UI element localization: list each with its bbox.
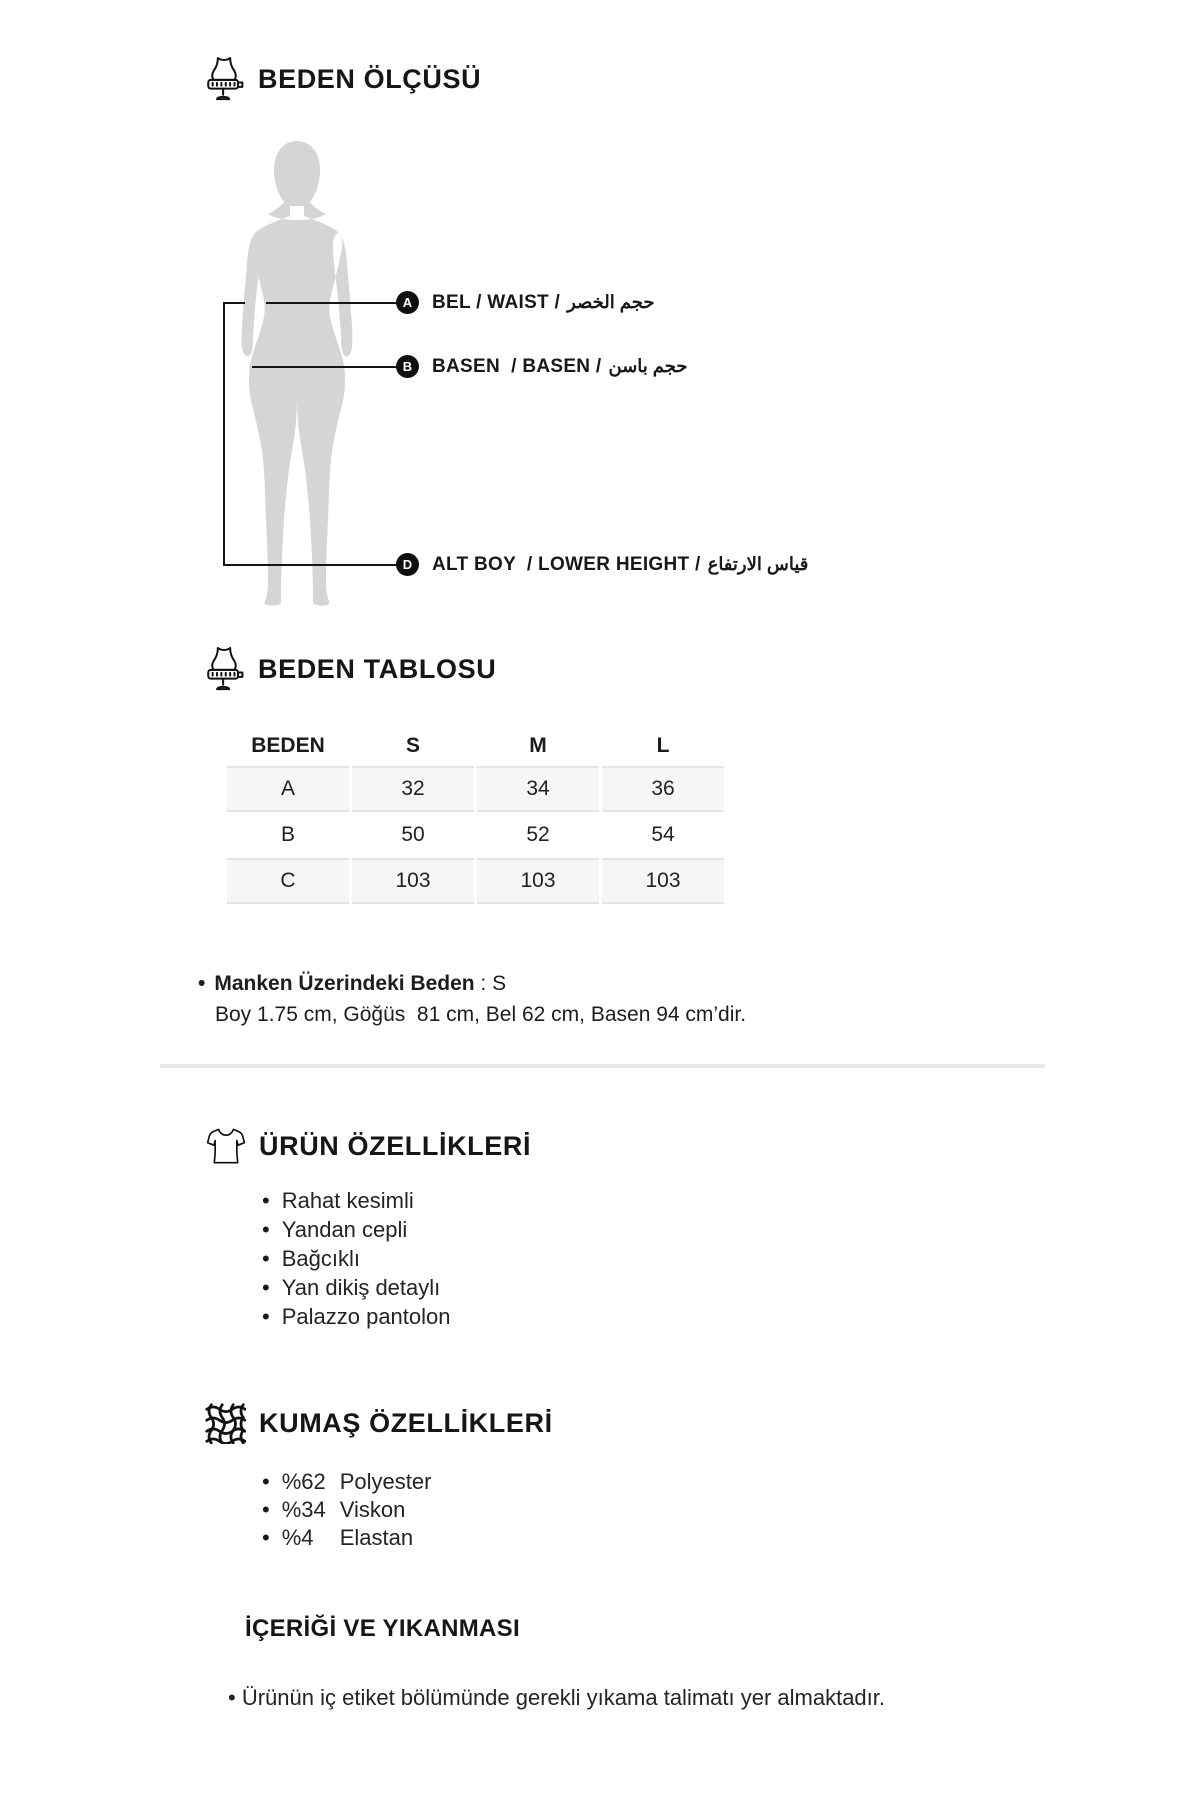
size-table (227, 726, 724, 904)
model-size-note (198, 968, 746, 1030)
section-divider (160, 1064, 1045, 1068)
mannequin-icon (203, 55, 245, 103)
care-note: • Ürünün iç etiket bölümünde gerekli yıkama talimatı yer almaktadır. (228, 1682, 982, 1713)
model-size-note-value: : S (474, 972, 507, 995)
size-table-col-header: BEDEN (251, 734, 325, 757)
product-feature-text: • Yandan cepli (281, 1217, 408, 1242)
product-feature-item (262, 1215, 451, 1244)
size-table-row-label: C (227, 858, 349, 904)
fabric-name: Elastan (339, 1525, 414, 1550)
measure-line-waist (266, 302, 397, 304)
measure-label-hip-text: BASEN / BASEN / (432, 355, 602, 377)
model-size-note-bold: Manken Üzerindeki Beden (214, 972, 475, 995)
product-feature-text: • Yan dikiş detaylı (281, 1275, 441, 1300)
size-measure-title: BEDEN ÖLÇÜSÜ (258, 63, 482, 94)
product-feature-item (262, 1302, 451, 1331)
measure-line-lower-height (223, 564, 397, 566)
measure-label-lower-height-arabic: قياس الارتفاع (707, 554, 809, 574)
fabric-features-title: KUMAŞ ÖZELLİKLERİ (259, 1407, 553, 1438)
measure-badge-a: A (396, 291, 419, 314)
fabric-composition-list (262, 1468, 431, 1552)
size-table-cell: 52 (526, 823, 550, 846)
size-table-cell: 34 (477, 766, 599, 812)
model-size-note-line2: Boy 1.75 cm, Göğüs 81 cm, Bel 62 cm, Basen 94 cm’dir. (215, 1003, 747, 1026)
size-table-row-label: A (227, 766, 349, 812)
product-features-header (206, 1124, 531, 1168)
model-size-note-line1 (198, 968, 746, 999)
measure-label-waist-text: BEL / WAIST / (432, 291, 561, 313)
fabric-percent: • %34 (281, 1497, 326, 1522)
size-table-cell: 103 (352, 858, 474, 904)
measure-label-waist-arabic: حجم الخصر (567, 292, 655, 312)
fabric-name: Polyester (339, 1469, 432, 1494)
measure-line-hip (252, 366, 397, 368)
product-feature-item (262, 1244, 451, 1273)
care-title: İÇERİĞİ VE YIKANMASI (245, 1615, 520, 1642)
size-table-cell: 50 (401, 823, 425, 846)
product-feature-text: • Rahat kesimli (281, 1188, 414, 1213)
measure-bracket-top-tick (223, 302, 245, 304)
fabric-item (262, 1496, 431, 1524)
size-table-cell: 36 (602, 766, 724, 812)
size-table-col-header: S (405, 734, 420, 757)
size-table-row-label: B (280, 823, 295, 846)
size-table-cell: 103 (477, 858, 599, 904)
measure-label-hip-arabic: حجم باسن (608, 356, 688, 376)
size-table-col-header: M (529, 734, 547, 757)
size-table-header (203, 645, 496, 693)
size-measure-header (203, 55, 481, 103)
product-features-list (262, 1186, 451, 1331)
measure-bracket-vertical-line (223, 302, 225, 566)
product-feature-item (262, 1273, 451, 1302)
product-feature-item (262, 1186, 451, 1215)
size-table-cell: 54 (651, 823, 675, 846)
product-feature-text: • Palazzo pantolon (281, 1304, 451, 1329)
measure-label-hip (432, 355, 688, 378)
fabric-item (262, 1524, 431, 1552)
size-table-col-header: L (656, 734, 670, 757)
measure-label-lower-height-text: ALT BOY / LOWER HEIGHT / (432, 553, 701, 575)
tshirt-icon (206, 1124, 246, 1168)
size-table-cell: 103 (602, 858, 724, 904)
measure-label-lower-height (432, 553, 808, 576)
measure-badge-b: B (396, 355, 419, 378)
body-silhouette (237, 137, 357, 607)
fabric-item (262, 1468, 431, 1496)
measure-badge-d: D (396, 553, 419, 576)
fabric-weave-icon (204, 1402, 246, 1444)
measure-label-waist (432, 291, 655, 314)
mannequin-icon (203, 645, 245, 693)
fabric-features-header (204, 1402, 553, 1444)
fabric-percent: • %4 (281, 1525, 314, 1550)
product-feature-text: • Bağcıklı (281, 1246, 360, 1271)
fabric-name: Viskon (339, 1497, 406, 1522)
product-features-title: ÜRÜN ÖZELLİKLERİ (259, 1130, 532, 1161)
size-table-title: BEDEN TABLOSU (258, 653, 497, 684)
fabric-percent: • %62 (281, 1469, 326, 1494)
size-table-cell: 32 (352, 766, 474, 812)
